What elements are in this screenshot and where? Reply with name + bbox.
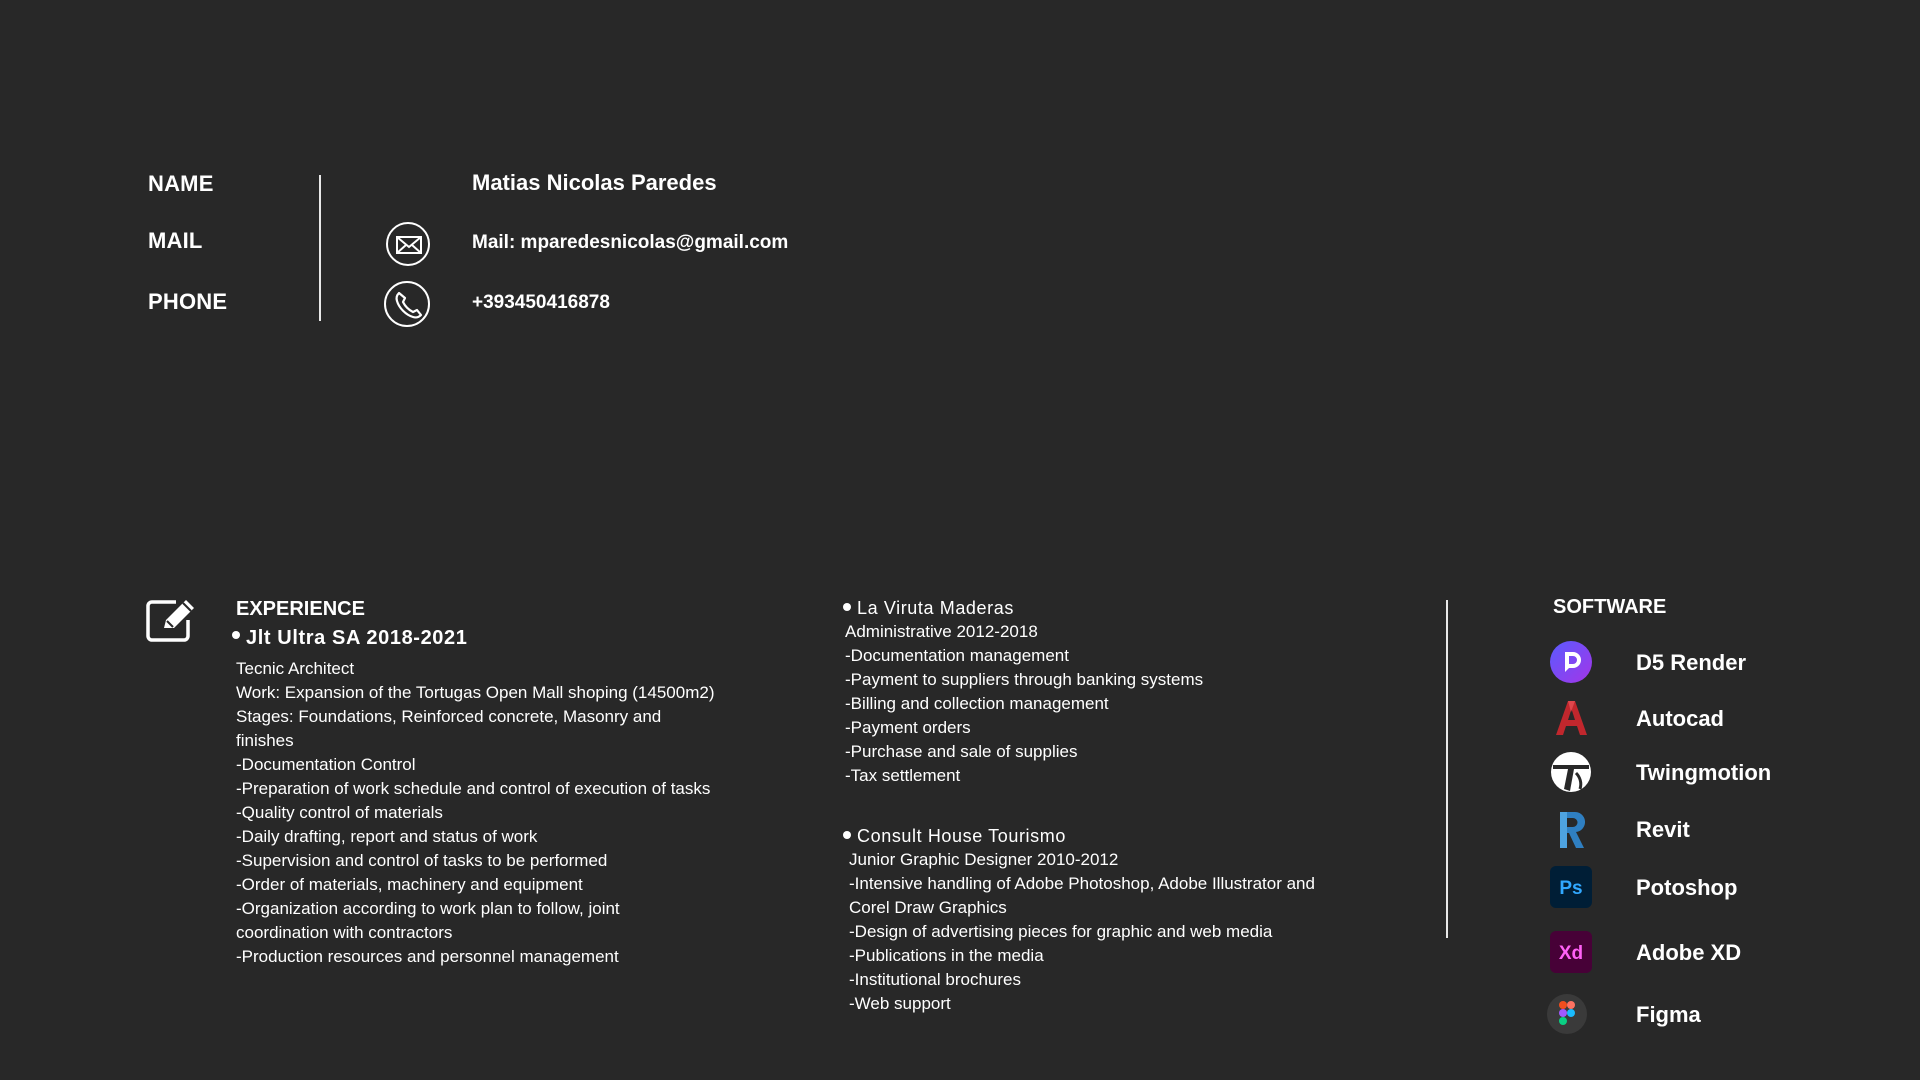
software-label: D5 Render — [1636, 650, 1747, 675]
detail-line: -Web support — [849, 994, 951, 1013]
adobe-xd-icon — [1550, 931, 1592, 973]
mail-icon — [386, 222, 430, 266]
job-header-text: La Viruta Maderas — [857, 598, 1014, 618]
detail-line: -Institutional brochures — [849, 970, 1021, 989]
software-divider — [1446, 600, 1448, 938]
twinmotion-icon — [1550, 751, 1592, 793]
contact-divider — [319, 175, 321, 321]
detail-line: Administrative 2012-2018 — [845, 622, 1038, 641]
detail-line: -Tax settlement — [845, 766, 961, 785]
detail-line: -Supervision and control of tasks to be performed — [236, 851, 608, 870]
detail-line: -Documentation management — [845, 646, 1069, 665]
phone-label: PHONE — [148, 289, 228, 314]
job-header-text: Consult House Tourismo — [857, 826, 1066, 846]
autocad-icon — [1550, 697, 1592, 739]
d5-render-icon — [1550, 641, 1592, 683]
name-value: Matias Nicolas Paredes — [472, 170, 717, 195]
detail-line: -Purchase and sale of supplies — [845, 742, 1078, 761]
job-header-la-viruta — [843, 598, 1014, 619]
svg-text:Ps: Ps — [1559, 878, 1583, 899]
job-details-consult-house — [849, 848, 1409, 1016]
detail-line: -Intensive handling of Adobe Photoshop, Adobe Illustrator and — [849, 874, 1315, 893]
detail-line: -Design of advertising pieces for graphic and web media — [849, 922, 1273, 941]
detail-line: -Preparation of work schedule and control of execution of tasks — [236, 779, 711, 798]
job-header-jlt — [232, 627, 467, 650]
detail-line: -Billing and collection management — [845, 694, 1109, 713]
job-details-jlt — [236, 657, 796, 969]
figma-icon — [1546, 993, 1588, 1035]
job-header-consult-house — [843, 826, 1066, 847]
software-label: Figma — [1636, 1002, 1701, 1027]
phone-icon — [384, 281, 430, 327]
job-header-text: Jlt Ultra SA 2018-2021 — [246, 627, 468, 649]
software-title: SOFTWARE — [1553, 596, 1667, 618]
bullet-icon — [843, 831, 851, 839]
detail-line: -Organization according to work plan to follow, joint — [236, 899, 620, 918]
bullet-icon — [232, 631, 240, 639]
detail-line: -Quality control of materials — [236, 803, 443, 822]
software-label: Potoshop — [1636, 875, 1738, 900]
software-label: Twingmotion — [1636, 760, 1772, 785]
detail-line: -Payment to suppliers through banking systems — [845, 670, 1204, 689]
job-details-la-viruta — [845, 620, 1405, 788]
detail-line: finishes — [236, 731, 294, 750]
name-label: NAME — [148, 171, 214, 196]
detail-line: -Payment orders — [845, 718, 971, 737]
detail-line: -Daily drafting, report and status of work — [236, 827, 538, 846]
detail-line: Work: Expansion of the Tortugas Open Mall shoping (14500m2) — [236, 683, 715, 702]
detail-line: Stages: Foundations, Reinforced concrete, Masonry and — [236, 707, 662, 726]
detail-line: -Order of materials, machinery and equipment — [236, 875, 583, 894]
detail-line: -Production resources and personnel management — [236, 947, 619, 966]
detail-line: -Publications in the media — [849, 946, 1044, 965]
detail-line: Tecnic Architect — [236, 659, 355, 678]
mail-value[interactable]: Mail: mparedesnicolas@gmail.com — [472, 232, 789, 253]
software-label: Revit — [1636, 817, 1690, 842]
revit-icon — [1550, 808, 1592, 850]
experience-title: EXPERIENCE — [236, 598, 365, 620]
detail-line: Corel Draw Graphics — [849, 898, 1007, 917]
detail-line: Junior Graphic Designer 2010-2012 — [849, 850, 1119, 869]
software-label: Adobe XD — [1636, 940, 1742, 965]
software-label: Autocad — [1636, 706, 1724, 731]
photoshop-icon — [1550, 866, 1592, 908]
detail-line: -Documentation Control — [236, 755, 416, 774]
svg-text:Xd: Xd — [1558, 943, 1584, 964]
edit-icon — [144, 598, 200, 644]
bullet-icon — [843, 603, 851, 611]
phone-value[interactable]: +393450416878 — [472, 292, 610, 313]
mail-label: MAIL — [148, 228, 203, 253]
detail-line: coordination with contractors — [236, 923, 453, 942]
